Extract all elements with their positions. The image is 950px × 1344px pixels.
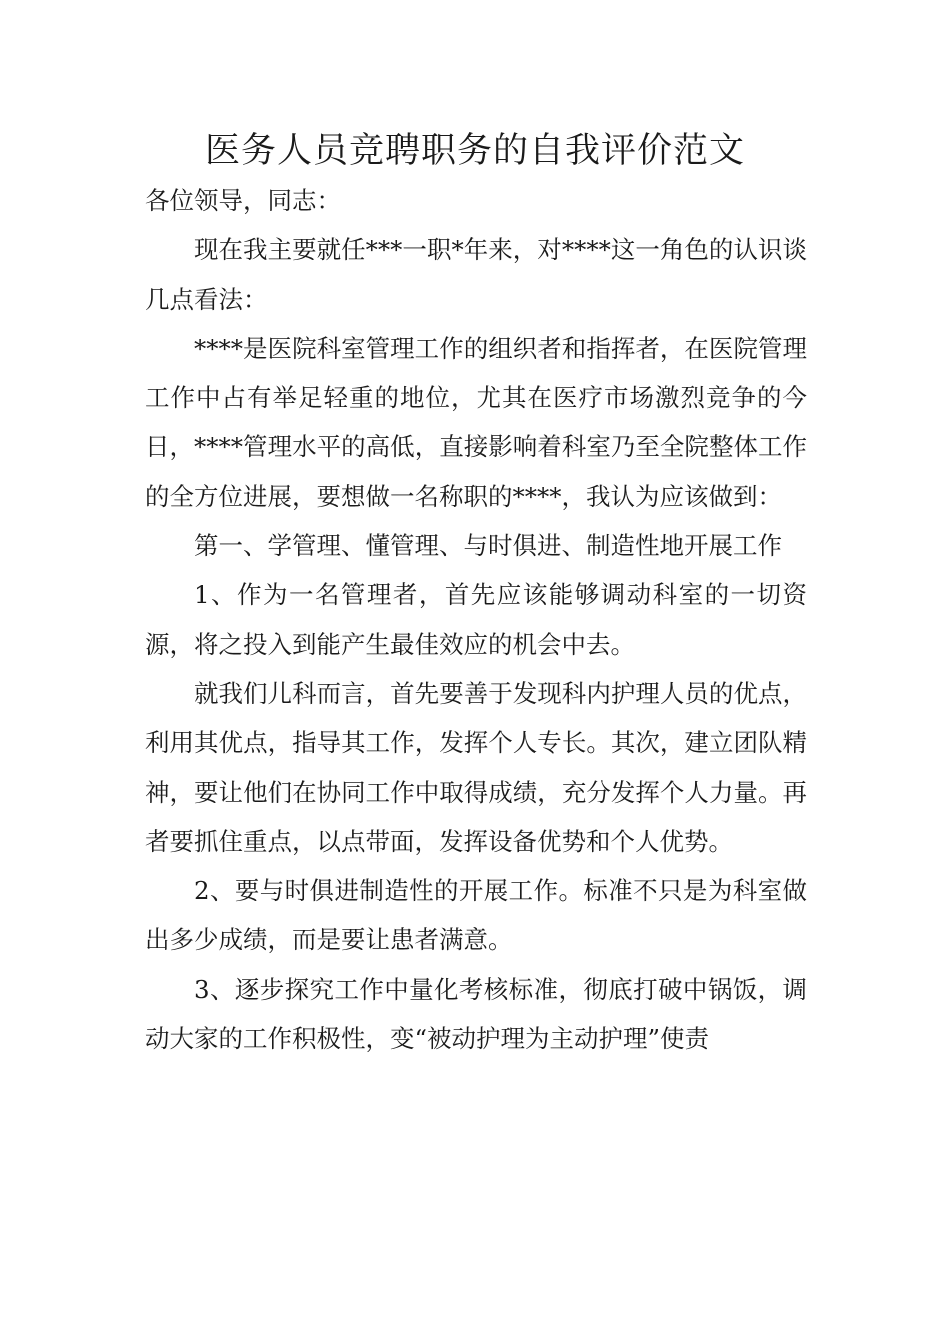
paragraph: 现在我主要就任***一职*年来，对****这一角色的认识谈几点看法： — [145, 235, 807, 314]
document-title: 医务人员竞聘职务的自我评价范文 — [204, 131, 745, 171]
paragraph: 就我们儿科而言，首先要善于发现科内护理人员的优点，利用其优点，指导其工作，发挥个人专长。其次，建立团队精神，要让他们在协同工作中取得成绩，充分发挥个人力量。再者要抓住重点，以点带面，发挥设备优势和个人优势。 — [145, 678, 807, 856]
section-heading: 第一、学管理、懂管理、与时俱进、制造性地开展工作 — [194, 531, 782, 561]
paragraph: 1、作为一名管理者，首先应该能够调动科室的一切资源，将之投入到能产生最佳效应的机会中去。 — [145, 580, 807, 659]
paragraph: ****是医院科室管理工作的组织者和指挥者，在医院管理工作中占有举足轻重的地位，尤其在医疗市场激烈竞争的今日，****管理水平的高低，直接影响着科室乃至全院整体工作的全方位进展，要想做一名称职的****，我认为应该做到： — [145, 333, 807, 511]
salutation: 各位领导，同志： — [145, 186, 341, 215]
paragraph: 3、逐步探究工作中量化考核标准，彻底打破中锅饭，调动大家的工作积极性，变“被动护理为主动护理”使责 — [145, 974, 807, 1054]
paragraph: 2、要与时俱进制造性的开展工作。标准不只是为科室做出多少成绩，而是要让患者满意。 — [145, 876, 807, 955]
document-body — [145, 176, 807, 1063]
